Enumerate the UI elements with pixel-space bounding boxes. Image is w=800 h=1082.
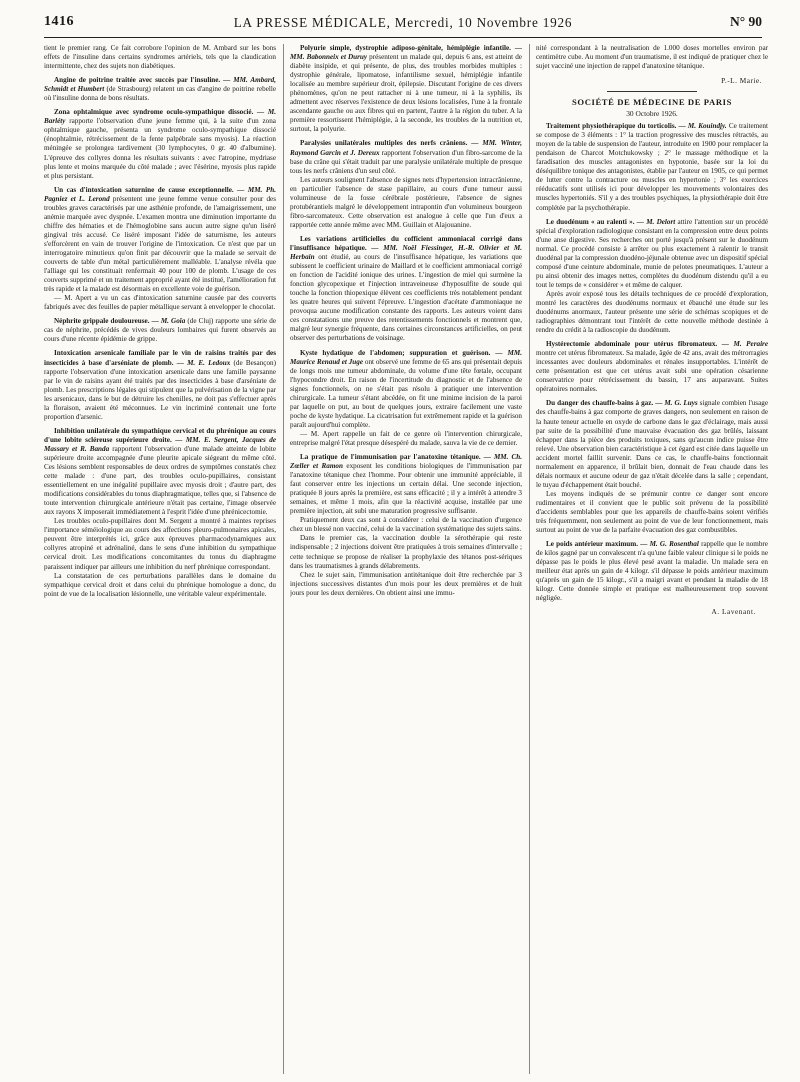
article-title: Angine de poitrine traitée avec succès par l'insuline. bbox=[54, 76, 221, 85]
end-signature: A. Lavenant. bbox=[711, 608, 756, 617]
article-authors: — MM. Ch. Zœller et Ramon bbox=[290, 453, 522, 471]
article-paragraph: Dans le premier cas, la vaccination double la sérothérapie qui reste indispensable ; 2 injections doivent être pratiquées à trois semaines d'intervalle ; cette technique se propose de réaliser la prophylaxie des tétanos post-sériques dans les traumatismes à grands délabrements. bbox=[290, 534, 522, 570]
article-authors: — MM. Maurice Renaud et Juge bbox=[290, 348, 522, 366]
article-title: Le poids antérieur maximum. bbox=[546, 540, 638, 549]
article-authors: — M. G. Rosenthal bbox=[638, 540, 699, 549]
columns bbox=[44, 44, 768, 1074]
issue-number: N° 90 bbox=[729, 14, 762, 29]
article bbox=[536, 122, 768, 212]
article-title: Polyurie simple, dystrophie adiposo-génitale, hémiplégie infantile. bbox=[300, 44, 511, 52]
article-paragraph bbox=[44, 76, 276, 103]
article-paragraph: — M. Apert rappelle un fait de ce genre où l'intervention chirurgicale, entreprise malgré l'état presque désespéré du malade, sauva la vie de ce dernier. bbox=[290, 429, 522, 447]
column-2 bbox=[290, 44, 522, 1074]
article-paragraph bbox=[290, 44, 522, 134]
article-paragraph: Pratiquement deux cas sont à considérer : celui de la vaccination d'urgence chez un blessé non vacciné, celui de la vaccination systématique des sujets sains. bbox=[290, 516, 522, 534]
journal-title: LA PRESSE MÉDICALE, Mercredi, 10 Novembre 1926 bbox=[233, 15, 573, 30]
article-paragraph: Les auteurs soulignent l'absence de signes nets d'hypertension intracrânienne, en particulier l'absence de stase papillaire, au cours d'une tumeur aussi volumineuse de la fosse cérébrale postérieure, l'absence de signes protubérantiels malgré le développement intrapontin d'un volumineux bourgeon fibro-sarcomateux. Cette observation est analogue à celle que l'un d'eux a rapportée cette année même avec MM. Guillain et Alajouanine. bbox=[290, 175, 522, 229]
article-text: attire l'attention sur un procédé spécial d'exploration radiologique consistant en la compression entre deux points d'une anse digestive. Ses recherches ont porté jusqu'à présent sur le duodénum normal. Ce procédé consiste à arrêter ou plus exactement à ralentir le transit duodénal par la compression duodéno-jéjunale obtenue avec un dispositif spécial composé d'une ceinture abdominale, munie de pelotes pneumatiques. L'auteur a pu ainsi obtenir des images nettes, complètes du duodénum distendu qu'il a eu tout le temps de « considérer » et même de calquer. bbox=[536, 217, 768, 289]
article-text: ont étudié, au cours de l'insuffisance hépatique, les variations que subissent le coefficient urinaire de Maillard et le coefficient ammoniacal corrigé en fonction de l'acidité ionique des urines. L'ingestion de miel qui surmène la fonction glycopexique et l'injection intraveineuse d'hyposulfite de soude qui touche la fonction thiopexique élèvent ces coefficients très notablement pendant les quatre heures qui suivent l'épreuve. L'ingestion d'acétate d'ammoniaque ne provoqua aucune modification constante des rapports. Les auteurs voient dans ces constatations une preuve des retentissements fonctionnels et montrent que, malgré leur synergie fréquente, dans certaines circonstances artificielles, on peut observer des perturbations de voisinage. bbox=[290, 253, 522, 343]
article-paragraph bbox=[44, 427, 276, 517]
article-authors: — M. Delort bbox=[634, 217, 676, 226]
society-date: 30 Octobre 1926. bbox=[626, 109, 678, 119]
article-text: présentent une jeune femme venue consulter pour des troubles graves caractérisés par une asthénie profonde, de l'amaigrissement, une anémie marquée avec dyspnée. L'examen montra une diminution importante du chiffre des hématies et de l'hémoglobine sans aucun autre signe qu'un liséré gingival très accusé. Ce liséré imposant l'idée de saturnisme, les auteurs s'efforcèrent en vain de trouver l'origine de l'intoxication. Ce n'est que par un interrogatoire minutieux qu'on finit par découvrir que la malade se servait de couverts de table d'un métal particulièrement malléable. L'analyse révéla que l'alliage qui les constituait renfermait 40 pour 100 de plomb. L'usage de ces couverts supprimé et un traitement approprié ayant été institué, l'amélioration fut très rapide et la malade est désormais en excellente voie de guérison. bbox=[44, 194, 276, 294]
article bbox=[44, 317, 276, 344]
column-3 bbox=[536, 44, 768, 1074]
article-authors: — MM. Babonneix et Duruy bbox=[290, 44, 522, 62]
article-text: signale combien l'usage des chauffe-bains à gaz comporte de graves dangers, non seulement en raison de la haute teneur actuelle en oxyde de carbone dans le gaz d'éclairage, mais aussi par suite de la possibilité d'une mauvaise évacuation des gaz brûlés, laissant échapper dans la pièce des produits toxiques, sans qu'aucun indice puisse être relevé. Une observation bien caractéristique à cet égard est citée dans laquelle un accident mortel faillit survenir. Dans ce cas, le chauffe-bains fonctionnait normalement en apparence, il brûlait bien, donnait de l'eau chaude dans les délais normaux et aucune odeur de gaz n'était décelée dans la salle ; cependant, le tuyau d'échappement était bouché. bbox=[536, 399, 768, 489]
page-number: 1416 bbox=[44, 14, 74, 29]
article-paragraph bbox=[290, 453, 522, 516]
article-authors: — M. Peraire bbox=[717, 340, 768, 349]
article bbox=[44, 427, 276, 599]
article-paragraph bbox=[536, 218, 768, 290]
article-paragraph: La constatation de ces perturbations parallèles dans le domaine du sympathique cervical droit et dans celui du phrénique homologue a donc, du point de vue de la localisation lésionnelle, une véritable valeur expérimentale. bbox=[44, 571, 276, 598]
article-text: rapportent l'observation d'une malade atteinte de lobite supérieure droite accompagnée d'une pleurite apicale siégeant du même côté. Ces lésions semblent responsables de deux ordres de symptômes constatés chez cette malade : d'une part, des troubles oculo-pupillaires, consistant essentiellement en une inégalité pupillaire avec myosis droit ; d'autre part, des modifications considérables du tonus diaphragmatique, telles que, si l'absence de toute intervention chirurgicale antérieure n'était pas certaine, l'image observée aux rayons X imposerait immédiatement à l'esprit l'idée d'une phrénicectomie. bbox=[44, 444, 276, 517]
article-paragraph bbox=[536, 340, 768, 394]
article bbox=[536, 44, 768, 71]
article bbox=[290, 349, 522, 449]
article-paragraph bbox=[44, 349, 276, 421]
article-text: rappelle que le nombre de kilos gagné par un convalescent n'a qu'une faible valeur clinique si le poids ne dépasse pas le poids le plus élevé pesé avant la maladie. Un malade sera en meilleur état après un gain de 4 kilogr. s'il dépasse le poids antérieur maximum qu'après un gain de 15 kilogr., s'il a maigri avant et pendant la maladie de 18 kilogr. Cette donnée simple et pratique est malheureusement trop souvent négligée. bbox=[536, 540, 768, 603]
article-authors: — M. G. Luys bbox=[653, 399, 698, 408]
article-paragraph bbox=[44, 186, 276, 295]
article-title: Intoxication arsenicale familiale par le vin de raisins traités par des insecticides à base d'arséniate de plomb. bbox=[44, 349, 276, 367]
article-paragraph: Les troubles oculo-pupillaires dont M. Sergent a montré à maintes reprises l'importance séméiologique au cours des affections pleuro-pulmonaires apicales, peuvent être interprétés ici, grâce aux épreuves pharmacodynamiques aux collyres atropiné et adrénaliné, dans le sens d'une inhibition du sympathique cervical droit. Les modifications concomitantes du tonus du diaphragme paraissent indiquer par ailleurs une inhibition du nerf phrénique correspondant. bbox=[44, 517, 276, 571]
article bbox=[290, 44, 522, 134]
article-paragraph bbox=[290, 139, 522, 175]
society-title: SOCIÉTÉ DE MÉDECINE DE PARIS bbox=[572, 96, 732, 107]
article-paragraph: Après avoir exposé tous les détails techniques de ce procédé d'exploration, montré les caractères des duodénums normaux et ébauché une étude sur les duodénums anormaux, l'auteur présente une série de schémas scopiques et de radiographies démontrant tout l'intérêt de cette nouvelle méthode destinée à rendre du crédit à la radioscopie du duodénum. bbox=[536, 289, 768, 335]
article-title: Paralysies unilatérales multiples des nerfs crâniens. bbox=[300, 139, 468, 148]
article-authors: — MM. Ambard, Schmidt et Humbert bbox=[44, 76, 276, 94]
article bbox=[536, 218, 768, 336]
article-title: Un cas d'intoxication saturnine de cause exceptionnelle. bbox=[54, 185, 234, 194]
article-text: ont observé une femme de 65 ans qui présentait depuis de longs mois une tumeur abdominale, du volume d'une tête fœtale, occupant l'hypocondre droit. En raison de l'incertitude du diagnostic et de l'absence de signes fonctionnels, on ne s'était pas résolu à pratiquer une intervention chirurgicale. La tumeur s'étant abcédée, on fit une minime incision de la paroi par laquelle on put, au bout de quelques jours, extraire facilement une vaste poche de kyste hydatique. La cicatrisation fut extrêmement rapide et la guérison paraît aujourd'hui complète. bbox=[290, 357, 522, 429]
article-authors: — MM. Noël Fiessinger, H.-R. Olivier et M. Herbain bbox=[290, 243, 522, 262]
column-rule bbox=[529, 44, 530, 1074]
article-authors: — M. Barléty bbox=[44, 108, 276, 126]
article-paragraph: tient le premier rang. Ce fait corrobore l'opinion de M. Ambard sur les bons effets de l'insuline dans certains syndromes artériels, tels que la claudication intermittente, chez des sujets non diabétiques. bbox=[44, 44, 276, 71]
article-text: présentent un malade qui, depuis 6 ans, est atteint de diabète insipide, et qui présente, de plus, des troubles morbides multiples : dystrophie générale, lipomatose, infantilisme sexuel, hémiplégie infantile localisée au membre supérieur droit, épilepsie. Discutant l'origine de ces divers phénomènes, qu'on ne peut rattacher ni à une tumeur, ni à la syphilis, ils admettent avec réserves l'existence de deux lésions localisées, l'une à la frontale ascendante gauche ou aux fibres qui en partent, l'autre à la région du tuber. A la première ressortissent l'hémiplégie, à la seconde, les troubles de la nutrition et, surtout, la polyurie. bbox=[290, 53, 522, 134]
article-text: Ce traitement se compose de 3 éléments : 1° la traction progressive des muscles rétractés, au moyen de la table de suspension de l'auteur, introduite en 1900 pour remplacer la pendaison de Charcot Motchukowsky ; 2° le massage méthodique et la faradisation des muscles antagonistes en hypotonie, basée sur la loi du déséquilibre tonique des antagonistes, établie par l'auteur en 1905, ce qui permet de lutter contre la contracture ou muscles en hypertonie ; 3° les exercices rééducatifs sont utilisés ici pour développer les mouvements volontaires des muscles hypertoniés. S'il y a des troubles psychiques, la physiothérapie doit être complétée par la psychothérapie. bbox=[536, 122, 768, 212]
article-paragraph: Chez le sujet sain, l'immunisation antitétanique doit être recherchée par 3 injections successives distantes d'un mois pour les deux premières et de huit jours pour les deux dernières. On obtient ainsi une immu- bbox=[290, 570, 522, 597]
article-paragraph bbox=[536, 540, 768, 603]
author-signature: P.-L. Marie. bbox=[721, 76, 762, 86]
article-paragraph bbox=[290, 349, 522, 430]
article-title: Le duodénum « au ralenti ». bbox=[546, 217, 635, 226]
article bbox=[536, 540, 768, 603]
article bbox=[44, 108, 276, 180]
article-title: La pratique de l'immunisation par l'anatoxine tétanique. bbox=[300, 453, 481, 462]
article-title: Kyste hydatique de l'abdomen; suppuration et guérison. bbox=[300, 348, 491, 357]
article bbox=[536, 399, 768, 535]
article-paragraph: nité correspondant à la neutralisation de 1.000 doses mortelles environ par centimètre cube. Au moment d'un traumatisme, il est indiqué de pratiquer chez le sujet vacciné une injection de rappel d'anatoxine tétanique. bbox=[536, 44, 768, 71]
article-authors: — MM. E. Sergent, Jacques de Massary et R. Banda bbox=[44, 435, 276, 453]
article-paragraph bbox=[44, 317, 276, 344]
article-title: Hystérectomie abdominale pour utérus fibromateux. bbox=[546, 340, 718, 349]
page-header bbox=[44, 14, 762, 38]
article bbox=[44, 349, 276, 421]
article bbox=[290, 139, 522, 229]
article-text: exposent les conditions biologiques de l'immunisation par l'anatoxine tétanique chez l'homme. Pour obtenir une immunité appréciable, il faut conserver entre les injections un certain délai. Une seconde injection, pratiquée 8 jours après la première, est sans efficacité ; il y a intérêt à attendre 3 semaines, et même 1 mois, afin que la réactivité acquise, installée par une première injection, ait subi une maturation progressive suffisante. bbox=[290, 462, 522, 516]
article-text: (de Besançon) rapporte l'observation d'une intoxication arsenicale dans une famille paysanne par le vin de raisins ayant été traités par des insecticides à base d'arséniate de plomb. Les prescriptions légales qui stipulent que la pulvérisation de la vigne par les arsenicaux, dans le but de détruire les chenilles, ne doit pas s'effectuer après la floraison, avaient été méconnues. Le vin incriminé contenait une forte proportion d'arsenic. bbox=[44, 358, 276, 421]
article-authors: — MM. Winter, Raymond Garcin et J. Dereux bbox=[290, 139, 522, 157]
article-authors: — M. Kouindjy. bbox=[676, 122, 727, 131]
article-title: Inhibition unilatérale du sympathique cervical et du phrénique au cours d'une lobite scléreuse supérieure droite. bbox=[44, 426, 276, 444]
article-title: Zona ophtalmique avec syndrome oculo-sympathique dissocié. bbox=[54, 108, 254, 117]
article-paragraph: Les moyens indiqués de se prémunir contre ce danger sont encore rudimentaires et il convient que le public soit prévenu de la possibilité d'accidents semblables pour que les appareils de chauffe-bains soient vérifiés très fréquemment, non seulement au point de vue de leur fonctionnement, mais surtout au point de vue de la parfaite évacuation des gaz combustibles. bbox=[536, 489, 768, 535]
article-authors: — MM. Ph. Pagniez et L. Lerond bbox=[44, 185, 276, 203]
article-title: Du danger des chauffe-bains à gaz. bbox=[546, 399, 654, 408]
article bbox=[44, 186, 276, 313]
article-paragraph bbox=[290, 235, 522, 344]
article bbox=[536, 340, 768, 394]
article-authors: — M. Goïa bbox=[149, 317, 186, 326]
column-rule bbox=[283, 44, 284, 1074]
article-paragraph bbox=[536, 122, 768, 212]
article-text: (de Strasbourg) relatent un cas d'angine de poitrine rebelle où l'insuline donna de bons résultats. bbox=[44, 85, 276, 103]
article-title: Néphrite grippale douloureuse. bbox=[54, 317, 150, 326]
article-paragraph bbox=[44, 108, 276, 180]
article-paragraph bbox=[536, 399, 768, 489]
article-text: rapportent l'observation d'un fibro-sarcome de la base du crâne qui s'était traduit par une paralysie unilatérale multiple de presque tous les nerfs crâniens d'un seul côté. bbox=[290, 148, 522, 175]
article-title: Les variations artificielles du cofficient ammoniacal corrigé dans l'insuffisance hépatique. bbox=[290, 234, 522, 252]
article bbox=[44, 76, 276, 103]
article-authors: — M. E. Ledoux bbox=[173, 358, 231, 367]
article bbox=[44, 44, 276, 71]
article-text: montre cet utérus fibromateux. Sa malade, âgée de 42 ans, avait des métrorragies incessantes avec douleurs abdominales et rénales insupportables. L'intérêt de cette présentation est que cet utérus avait subi une opération césarienne conservatrice pour rétrécissement du bassin, 17 ans auparavant. Suites opératoires normales. bbox=[536, 349, 768, 394]
article-text: (de Cluj) rapporte une série de cas de néphrite, précédés de vives douleurs lombaires qui furent observés au cours d'une récente épidémie de grippe. bbox=[44, 317, 276, 344]
section-divider bbox=[607, 91, 697, 92]
column-1 bbox=[44, 44, 276, 1074]
article bbox=[290, 453, 522, 598]
article-paragraph: — M. Apert a vu un cas d'intoxication saturnine causée par des couverts fabriqués avec des feuilles de papier métallique servant à envelopper le chocolat. bbox=[44, 294, 276, 312]
article-text: rapporte l'observation d'une jeune femme qui, à la suite d'un zona ophtalmique gauche, présenta un syndrome oculo-sympathique dissocié (énophtalmie, rétrécissement de la fente palpébrale sans myosis). La réaction méningée se prolongea tardivement (30 lymphocytes, 0 gr. 40 d'albumine). L'épreuve des collyres donna les résultats suivants : avec l'atropine, mydriase plus lente et moins marquée du côté malade ; avec l'ésérine, myosis plus rapide et plus persistant. bbox=[44, 117, 276, 180]
article-title: Traitement physiothérapique du torticolis. bbox=[546, 122, 677, 131]
article bbox=[290, 235, 522, 344]
